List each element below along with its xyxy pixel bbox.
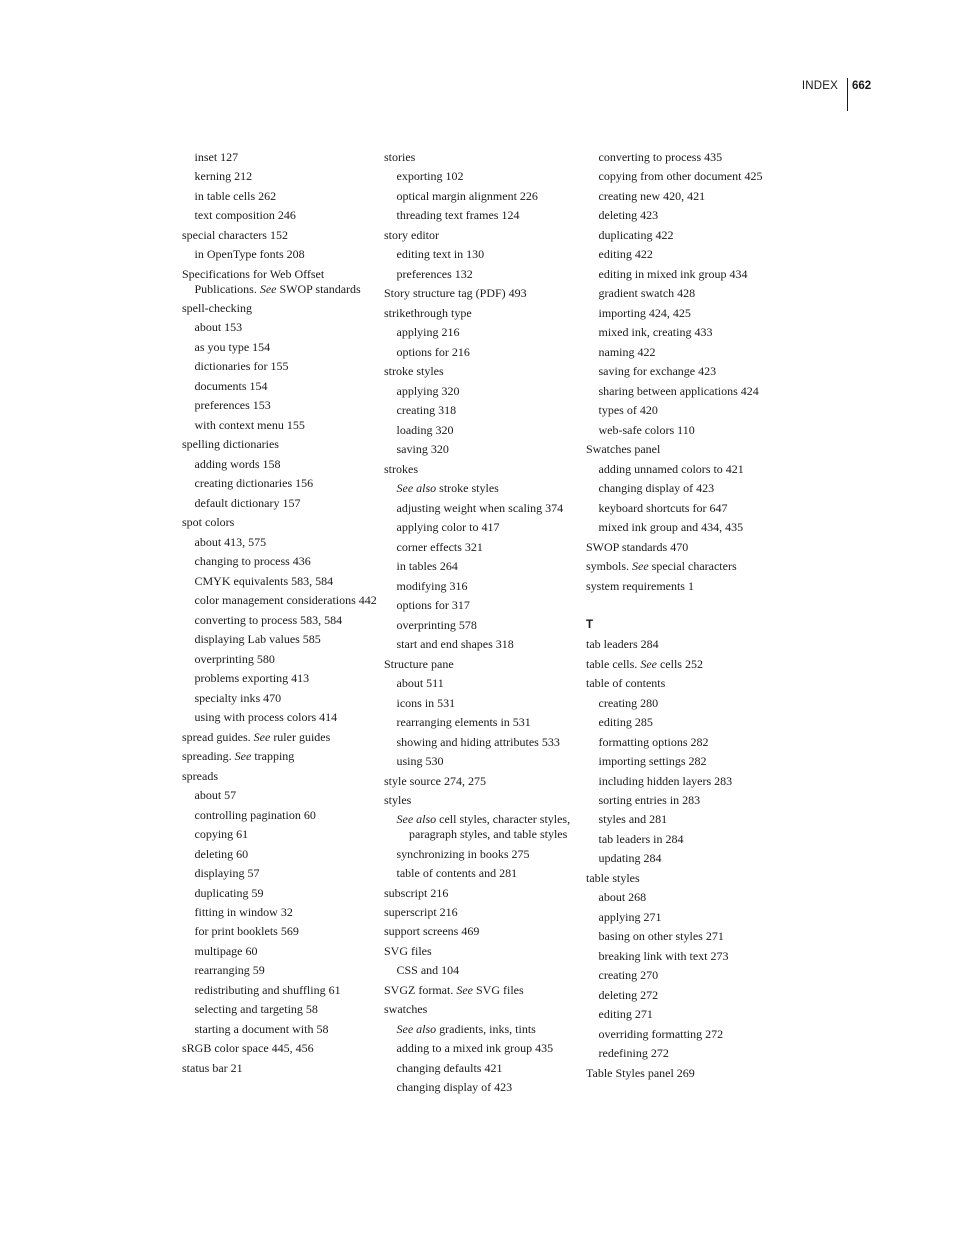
see-reference: See [253,729,271,744]
index-entry: spot colors [182,515,235,530]
index-subentry: start and end shapes 318 [396,637,514,652]
entry-text: ruler guides [270,729,331,744]
index-entry: sRGB color space 445, 456 [182,1041,314,1056]
index-subentry: overriding formatting 272 [598,1026,724,1041]
index-subentry: importing 424, 425 [598,305,691,320]
index-entry: Table Styles panel 269 [586,1065,695,1080]
index-entry: special characters 152 [182,227,288,242]
entry-text: symbols. [586,559,633,574]
index-entry [182,730,378,745]
index-subentry: copying from other document 425 [598,169,763,184]
index-subentry: rearranging 59 [194,963,265,978]
index-subentry: overprinting 578 [396,617,477,632]
index-subentry: preferences 132 [396,266,473,281]
see-reference: See [640,656,657,671]
see-reference: See [456,982,473,997]
index-entry: tab leaders 284 [586,637,659,652]
index-subentry: deleting 272 [598,987,659,1002]
index-entry: Story structure tag (PDF) 493 [384,286,527,301]
index-subentry: CMYK equivalents 583, 584 [194,573,334,588]
index-subentry: changing to process 436 [194,554,311,569]
index-subentry: editing 422 [598,247,653,262]
index-subentry: preferences 153 [194,398,271,413]
index-entry: SVG files [384,943,432,958]
index-subentry: options for 317 [396,598,470,613]
index-entry [182,267,378,296]
see-reference: See also [396,812,437,827]
index-column-2 [384,150,580,1100]
index-subentry: corner effects 321 [396,539,483,554]
index-subentry: changing defaults 421 [396,1060,503,1075]
index-entry: subscript 216 [384,885,449,900]
entry-text: stroke styles [436,481,499,496]
index-subentry: adjusting weight when scaling 374 [396,500,564,515]
index-subentry: basing on other styles 271 [598,929,724,944]
index-subentry: color management considerations 442 [194,593,377,608]
index-subentry: options for 216 [396,344,470,359]
index-entry: spelling dictionaries [182,437,279,452]
index-subentry: inset 127 [194,150,239,164]
index-entry: style source 274, 275 [384,773,486,788]
index-subentry: showing and hiding attributes 533 [396,734,560,749]
index-subentry: controlling pagination 60 [194,807,316,822]
index-subentry: rearranging elements in 531 [396,715,531,730]
index-subentry: changing display of 423 [598,481,715,496]
index-entry [182,749,378,764]
index-subentry: about 268 [598,890,647,905]
index-entry: SWOP standards 470 [586,539,689,554]
entry-text: special characters [648,559,737,574]
index-subentry: dictionaries for 155 [194,359,289,374]
header-divider [847,78,848,111]
index-subentry: threading text frames 124 [396,208,520,223]
index-subentry: applying 271 [598,909,662,924]
index-subentry: breaking link with text 273 [598,948,729,963]
index-subentry: fitting in window 32 [194,905,293,919]
index-subentry: modifying 316 [396,578,468,593]
see-reference: See also [396,1021,437,1036]
index-subentry: copying 61 [194,827,249,842]
index-subentry: specialty inks 470 [194,690,282,705]
index-subentry: documents 154 [194,378,268,393]
index-subentry: adding unnamed colors to 421 [598,461,744,476]
entry-text: trapping [251,749,295,764]
index-subentry: converting to process 435 [598,150,723,164]
index-subentry: applying color to 417 [396,520,500,535]
index-subentry: editing 271 [598,1007,653,1022]
index-entry: Structure pane [384,656,454,671]
entry-text: SWOP standards [276,281,361,296]
index-entry [586,657,782,672]
index-subentry: multipage 60 [194,943,258,958]
index-subentry: converting to process 583, 584 [194,612,343,627]
index-subentry [384,481,580,496]
index-subentry: starting a document with 58 [194,1021,329,1036]
index-subentry: changing display of 423 [396,1080,513,1095]
index-subentry: about 57 [194,788,237,803]
index-column-1 [182,150,378,1080]
index-subentry: gradient swatch 428 [598,286,696,301]
index-subentry: keyboard shortcuts for 647 [598,500,728,515]
entry-text: SVGZ format. [384,982,457,997]
index-subentry: adding words 158 [194,456,281,471]
index-entry: stories [384,150,416,164]
index-subentry: duplicating 422 [598,227,674,242]
index-subentry: about 413, 575 [194,534,267,549]
index-subentry: updating 284 [598,851,662,866]
index-subentry: importing settings 282 [598,754,707,769]
index-entry [586,559,782,574]
index-subentry: text composition 246 [194,208,296,223]
index-subentry: deleting 423 [598,208,659,223]
see-reference: See [259,281,277,296]
index-subentry: synchronizing in books 275 [396,846,530,861]
index-subentry [384,812,580,841]
index-subentry: applying 216 [396,325,460,340]
index-subentry: editing text in 130 [396,247,485,262]
index-subentry: kerning 212 [194,169,253,184]
index-subentry: duplicating 59 [194,885,264,900]
page-number: 662 [852,80,872,92]
entry-text: SVG files [472,982,524,997]
section-gap [586,598,782,618]
index-entry: Swatches panel [586,442,661,457]
index-entry: strokes [384,461,418,476]
index-subentry: creating new 420, 421 [598,188,706,203]
index-subentry: editing 285 [598,715,653,730]
index-subentry: default dictionary 157 [194,495,301,510]
index-subentry: table of contents and 281 [396,866,518,881]
index-subentry: icons in 531 [396,695,456,710]
index-subentry: sorting entries in 283 [598,793,701,807]
index-entry: stroke styles [384,364,444,379]
index-subentry: adding to a mixed ink group 435 [396,1041,554,1056]
index-subentry: for print booklets 569 [194,924,299,939]
index-subentry: sharing between applications 424 [598,383,759,398]
index-subentry: creating 270 [598,968,659,983]
index-subentry: problems exporting 413 [194,671,310,686]
index-entry: table styles [586,870,640,885]
index-subentry: exporting 102 [396,169,464,184]
index-subentry: loading 320 [396,422,454,437]
index-subentry: creating 318 [396,403,457,418]
index-entry: system requirements 1 [586,578,694,593]
index-column-3 [586,150,782,1085]
see-reference: See [632,559,649,574]
index-subentry: tab leaders in 284 [598,831,684,846]
index-subentry: optical margin alignment 226 [396,188,538,203]
index-entry: status bar 21 [182,1060,243,1075]
index-subentry: mixed ink, creating 433 [598,325,713,340]
index-subentry: in table cells 262 [194,188,277,203]
index-subentry: editing in mixed ink group 434 [598,266,748,281]
entry-text: table cells. [586,656,641,671]
index-subentry: CSS and 104 [396,963,460,978]
index-subentry: mixed ink group and 434, 435 [598,520,744,535]
index-subentry: in tables 264 [396,559,458,574]
index-entry: swatches [384,1002,428,1017]
index-subentry: types of 420 [598,403,658,418]
index-entry: support screens 469 [384,924,480,939]
section-label: INDEX [801,80,838,92]
page-header [790,78,890,112]
index-subentry: redefining 272 [598,1046,669,1061]
index-subentry: with context menu 155 [194,417,305,432]
section-letter: T [586,618,594,631]
entry-text: spreading. [182,749,235,764]
index-subentry: styles and 281 [598,812,668,827]
index-subentry: formatting options 282 [598,734,709,749]
index-subentry: displaying 57 [194,866,260,881]
entry-text: Specifications for Web Offset Publications. [182,266,325,296]
index-subentry: using with process colors 414 [194,710,338,725]
index-entry: strikethrough type [384,305,472,320]
see-reference: See also [396,481,437,496]
index-entry: superscript 216 [384,905,458,919]
index-entry: spreads [182,768,218,783]
see-reference: See [234,749,252,764]
index-subentry: redistributing and shuffling 61 [194,982,341,997]
index-entry: story editor [384,227,439,242]
index-subentry: in OpenType fonts 208 [194,247,305,262]
entry-text: cell styles, character styles, paragraph styles, and table styles [409,812,571,842]
index-subentry: about 511 [396,676,444,691]
index-subentry: displaying Lab values 585 [194,632,321,647]
index-subentry [384,1022,580,1037]
index-subentry: creating dictionaries 156 [194,476,314,491]
index-subentry: including hidden layers 283 [598,773,733,788]
index-entry: spell-checking [182,300,252,315]
index-subentry: creating 280 [598,695,659,710]
index-entry [384,983,580,998]
index-subentry: applying 320 [396,383,460,398]
index-subentry: web-safe colors 110 [598,422,695,437]
index-subentry: selecting and targeting 58 [194,1002,318,1017]
index-entry: table of contents [586,676,666,691]
index-subentry: using 530 [396,754,444,769]
index-subentry: as you type 154 [194,339,271,354]
index-subentry: saving for exchange 423 [598,364,717,379]
index-subentry: overprinting 580 [194,651,275,666]
entry-text: spread guides. [182,729,254,744]
index-subentry: naming 422 [598,344,656,359]
entry-text: cells 252 [656,656,703,671]
index-subentry: saving 320 [396,442,449,457]
index-entry: styles [384,792,412,807]
index-subentry: about 153 [194,320,243,335]
entry-text: gradients, inks, tints [436,1021,536,1036]
index-subentry: deleting 60 [194,846,249,861]
